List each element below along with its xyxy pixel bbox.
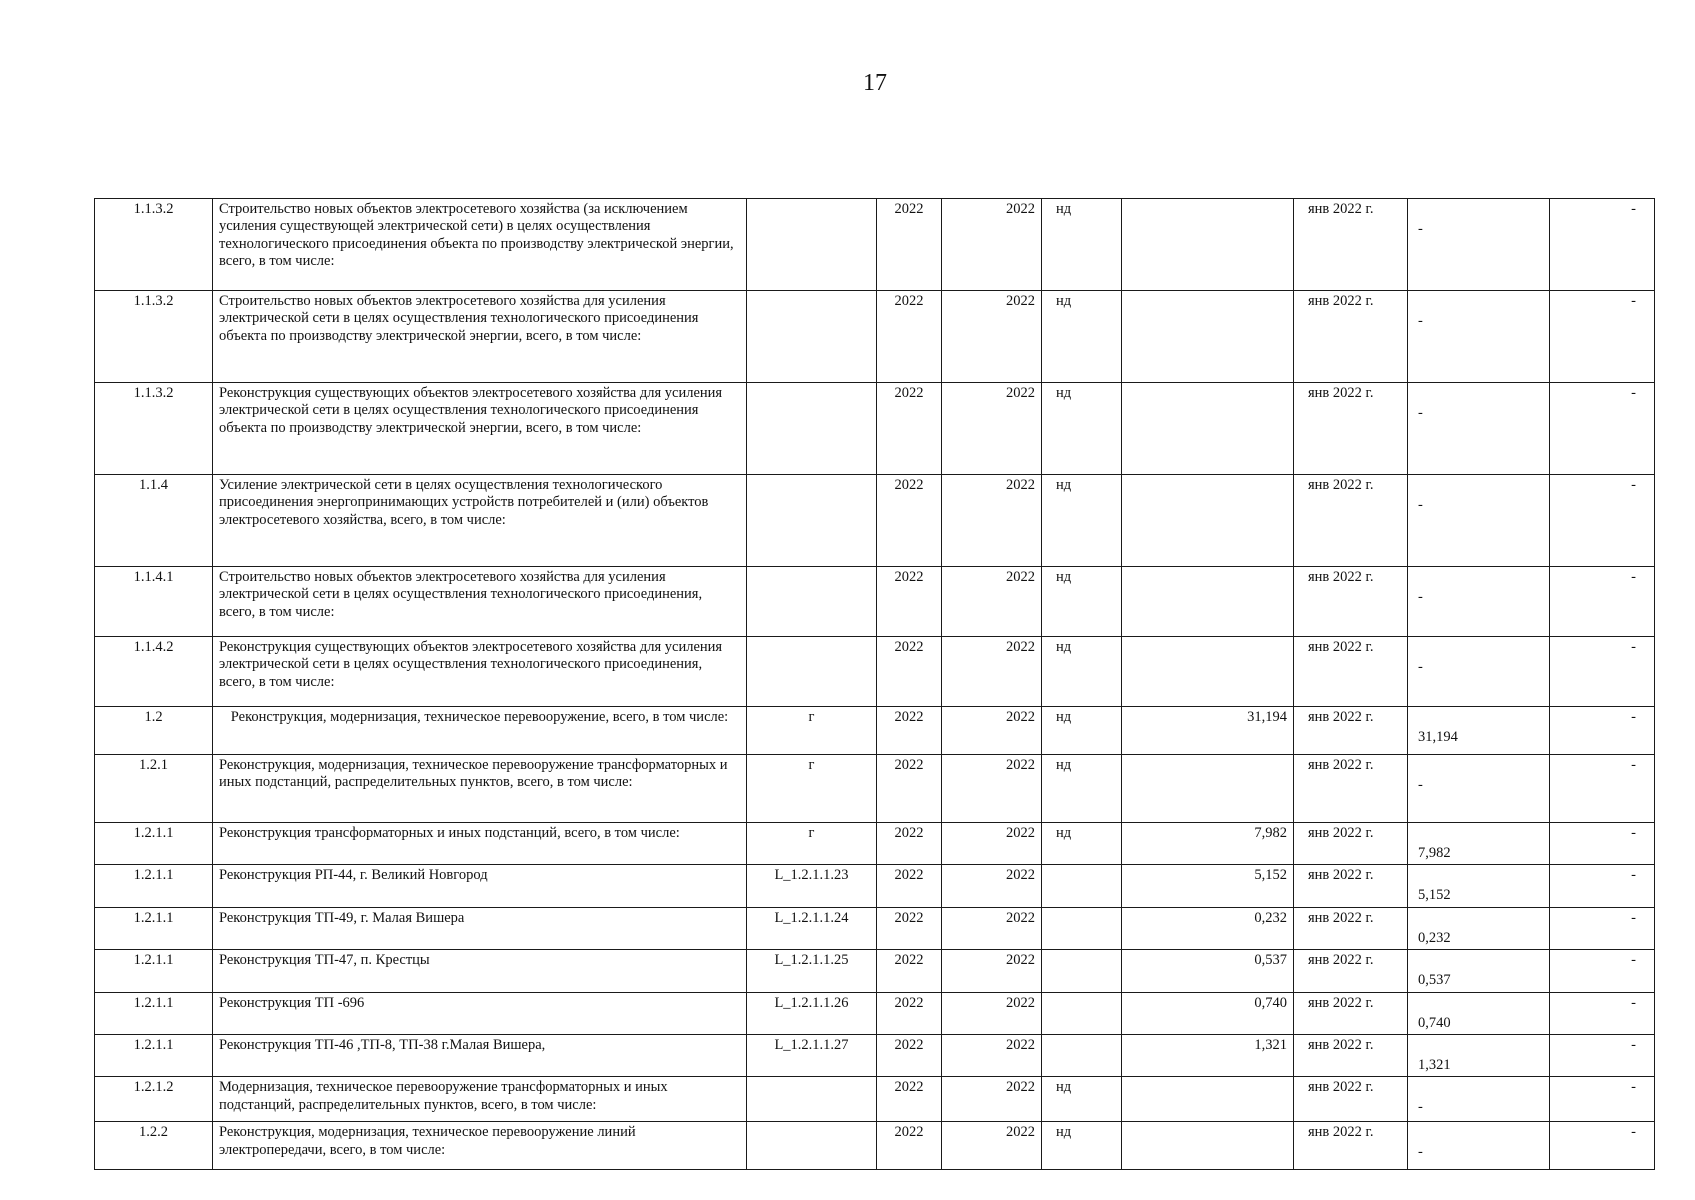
row-nd: нд (1042, 383, 1122, 475)
row-nd (1042, 950, 1122, 992)
row-name: Реконструкция трансформаторных и иных подстанций, всего, в том числе: (213, 823, 747, 865)
row-code: L_1.2.1.1.25 (747, 950, 877, 992)
row-number: 1.2.2 (95, 1122, 213, 1170)
row-date: янв 2022 г. (1294, 637, 1408, 707)
row-nd: нд (1042, 755, 1122, 823)
page-number: 17 (863, 70, 887, 96)
table-row (95, 567, 1655, 637)
row-name: Реконструкция ТП-47, п. Крестцы (213, 950, 747, 992)
row-number: 1.2.1.1 (95, 865, 213, 907)
table-row (95, 755, 1655, 823)
row-nd: нд (1042, 567, 1122, 637)
row-year-end: 2022 (942, 567, 1042, 637)
row-value (1122, 567, 1294, 637)
row-nd (1042, 992, 1122, 1034)
row-number: 1.1.3.2 (95, 383, 213, 475)
row-year-end: 2022 (942, 637, 1042, 707)
row-date: янв 2022 г. (1294, 1077, 1408, 1122)
row-value3: - (1550, 755, 1655, 823)
table-row (95, 823, 1655, 865)
table-row (95, 383, 1655, 475)
table-row (95, 907, 1655, 949)
row-code (747, 199, 877, 291)
row-code (747, 1077, 877, 1122)
row-year-end: 2022 (942, 475, 1042, 567)
row-nd: нд (1042, 291, 1122, 383)
table-row (95, 950, 1655, 992)
row-number: 1.2.1.1 (95, 992, 213, 1034)
row-name: Реконструкция ТП -696 (213, 992, 747, 1034)
row-nd (1042, 865, 1122, 907)
table-row (95, 1122, 1655, 1170)
row-value3: - (1550, 1122, 1655, 1170)
row-year-start: 2022 (877, 637, 942, 707)
row-nd (1042, 1034, 1122, 1076)
row-year-start: 2022 (877, 475, 942, 567)
row-value3: - (1550, 865, 1655, 907)
row-value2: 31,194 (1408, 707, 1550, 755)
row-value3: - (1550, 291, 1655, 383)
row-year-end: 2022 (942, 383, 1042, 475)
row-year-end: 2022 (942, 707, 1042, 755)
row-value (1122, 1077, 1294, 1122)
row-year-end: 2022 (942, 823, 1042, 865)
row-value: 0,740 (1122, 992, 1294, 1034)
row-code: L_1.2.1.1.26 (747, 992, 877, 1034)
row-value3: - (1550, 1077, 1655, 1122)
row-name: Усиление электрической сети в целях осуществления технологического присоединения энергопринимающих устройств потребителей и (или) объектов электросетевого хозяйства, всего, в том числе: (213, 475, 747, 567)
row-year-end: 2022 (942, 199, 1042, 291)
investment-table-wrapper (94, 198, 1654, 1170)
row-year-end: 2022 (942, 992, 1042, 1034)
row-nd: нд (1042, 199, 1122, 291)
row-nd: нд (1042, 475, 1122, 567)
row-nd: нд (1042, 1077, 1122, 1122)
row-name: Реконструкция, модернизация, техническое перевооружение, всего, в том числе: (213, 707, 747, 755)
row-name: Реконструкция ТП-46 ,ТП-8, ТП-38 г.Малая Вишера, (213, 1034, 747, 1076)
row-code (747, 383, 877, 475)
row-year-start: 2022 (877, 567, 942, 637)
table-row (95, 707, 1655, 755)
row-value: 0,232 (1122, 907, 1294, 949)
table-row (95, 1077, 1655, 1122)
row-code (747, 291, 877, 383)
row-name: Строительство новых объектов электросетевого хозяйства для усиления электрической сети в целях осуществления технологического присоединения, всего, в том числе: (213, 567, 747, 637)
row-code (747, 1122, 877, 1170)
row-value3: - (1550, 1034, 1655, 1076)
table-row (95, 865, 1655, 907)
row-name: Реконструкция РП-44, г. Великий Новгород (213, 865, 747, 907)
row-value (1122, 1122, 1294, 1170)
row-code: г (747, 823, 877, 865)
row-code: г (747, 755, 877, 823)
row-value3: - (1550, 823, 1655, 865)
row-year-start: 2022 (877, 1122, 942, 1170)
row-value2: - (1408, 567, 1550, 637)
row-value (1122, 475, 1294, 567)
row-date: янв 2022 г. (1294, 823, 1408, 865)
row-value2: 1,321 (1408, 1034, 1550, 1076)
row-year-start: 2022 (877, 1034, 942, 1076)
row-year-end: 2022 (942, 291, 1042, 383)
row-name: Реконструкция, модернизация, техническое перевооружение линий электропередачи, всего, в том числе: (213, 1122, 747, 1170)
row-number: 1.2.1.1 (95, 1034, 213, 1076)
row-value2: - (1408, 637, 1550, 707)
row-value3: - (1550, 637, 1655, 707)
row-nd: нд (1042, 823, 1122, 865)
row-code: L_1.2.1.1.23 (747, 865, 877, 907)
row-date: янв 2022 г. (1294, 1122, 1408, 1170)
row-year-end: 2022 (942, 950, 1042, 992)
row-date: янв 2022 г. (1294, 865, 1408, 907)
row-value2: - (1408, 755, 1550, 823)
row-value3: - (1550, 907, 1655, 949)
row-value: 1,321 (1122, 1034, 1294, 1076)
row-number: 1.2.1.1 (95, 950, 213, 992)
row-value2: 0,232 (1408, 907, 1550, 949)
row-year-start: 2022 (877, 865, 942, 907)
row-year-end: 2022 (942, 1077, 1042, 1122)
row-year-end: 2022 (942, 907, 1042, 949)
row-date: янв 2022 г. (1294, 992, 1408, 1034)
row-value2: - (1408, 1122, 1550, 1170)
row-number: 1.2 (95, 707, 213, 755)
row-value3: - (1550, 992, 1655, 1034)
row-year-end: 2022 (942, 865, 1042, 907)
table-row (95, 199, 1655, 291)
row-date: янв 2022 г. (1294, 755, 1408, 823)
row-year-start: 2022 (877, 1077, 942, 1122)
row-year-start: 2022 (877, 992, 942, 1034)
row-year-end: 2022 (942, 1034, 1042, 1076)
row-year-start: 2022 (877, 383, 942, 475)
row-number: 1.2.1.1 (95, 907, 213, 949)
row-name: Строительство новых объектов электросетевого хозяйства (за исключением усиления существующей электрической сети) в целях осуществления технологического присоединения объекта по производству электрической энергии, всего, в том числе: (213, 199, 747, 291)
row-year-start: 2022 (877, 950, 942, 992)
row-year-start: 2022 (877, 907, 942, 949)
row-value3: - (1550, 707, 1655, 755)
row-date: янв 2022 г. (1294, 707, 1408, 755)
row-code: L_1.2.1.1.27 (747, 1034, 877, 1076)
row-date: янв 2022 г. (1294, 383, 1408, 475)
row-name: Модернизация, техническое перевооружение трансформаторных и иных подстанций, распределительных пунктов, всего, в том числе: (213, 1077, 747, 1122)
row-year-start: 2022 (877, 199, 942, 291)
row-nd: нд (1042, 707, 1122, 755)
row-value3: - (1550, 567, 1655, 637)
row-number: 1.1.4 (95, 475, 213, 567)
row-name: Реконструкция, модернизация, техническое перевооружение трансформаторных и иных подстанций, распределительных пунктов, всего, в том числе: (213, 755, 747, 823)
row-date: янв 2022 г. (1294, 475, 1408, 567)
row-value2: - (1408, 199, 1550, 291)
table-row (95, 1034, 1655, 1076)
row-year-start: 2022 (877, 707, 942, 755)
row-value3: - (1550, 475, 1655, 567)
row-value3: - (1550, 950, 1655, 992)
row-nd: нд (1042, 1122, 1122, 1170)
row-date: янв 2022 г. (1294, 907, 1408, 949)
row-nd: нд (1042, 637, 1122, 707)
row-value2: - (1408, 475, 1550, 567)
row-number: 1.1.4.1 (95, 567, 213, 637)
row-date: янв 2022 г. (1294, 199, 1408, 291)
row-value (1122, 199, 1294, 291)
row-date: янв 2022 г. (1294, 291, 1408, 383)
table-body (95, 199, 1655, 1170)
row-value2: 0,537 (1408, 950, 1550, 992)
row-year-start: 2022 (877, 823, 942, 865)
row-value2: 5,152 (1408, 865, 1550, 907)
row-name: Реконструкция существующих объектов электросетевого хозяйства для усиления электрической сети в целях осуществления технологического присоединения, всего, в том числе: (213, 637, 747, 707)
row-value (1122, 291, 1294, 383)
row-year-start: 2022 (877, 755, 942, 823)
row-number: 1.1.4.2 (95, 637, 213, 707)
row-value3: - (1550, 383, 1655, 475)
row-value: 7,982 (1122, 823, 1294, 865)
table-row (95, 637, 1655, 707)
row-value: 0,537 (1122, 950, 1294, 992)
row-code: г (747, 707, 877, 755)
row-value2: 7,982 (1408, 823, 1550, 865)
row-date: янв 2022 г. (1294, 1034, 1408, 1076)
row-value: 5,152 (1122, 865, 1294, 907)
row-number: 1.2.1.2 (95, 1077, 213, 1122)
row-number: 1.1.3.2 (95, 199, 213, 291)
row-value (1122, 383, 1294, 475)
table-row (95, 291, 1655, 383)
row-code: L_1.2.1.1.24 (747, 907, 877, 949)
row-number: 1.1.3.2 (95, 291, 213, 383)
row-name: Реконструкция ТП-49, г. Малая Вишера (213, 907, 747, 949)
row-value2: - (1408, 383, 1550, 475)
row-number: 1.2.1.1 (95, 823, 213, 865)
row-value3: - (1550, 199, 1655, 291)
row-date: янв 2022 г. (1294, 567, 1408, 637)
row-code (747, 567, 877, 637)
row-value: 31,194 (1122, 707, 1294, 755)
row-value2: - (1408, 291, 1550, 383)
row-number: 1.2.1 (95, 755, 213, 823)
row-code (747, 475, 877, 567)
row-year-end: 2022 (942, 755, 1042, 823)
row-value (1122, 755, 1294, 823)
investment-program-table (94, 198, 1655, 1170)
row-name: Реконструкция существующих объектов электросетевого хозяйства для усиления электрической сети в целях осуществления технологического присоединения объекта по производству электрической энергии, всего, в том числе: (213, 383, 747, 475)
row-date: янв 2022 г. (1294, 950, 1408, 992)
table-row (95, 992, 1655, 1034)
row-name: Строительство новых объектов электросетевого хозяйства для усиления электрической сети в целях осуществления технологического присоединения объекта по производству электрической энергии, всего, в том числе: (213, 291, 747, 383)
row-year-start: 2022 (877, 291, 942, 383)
row-nd (1042, 907, 1122, 949)
row-value2: 0,740 (1408, 992, 1550, 1034)
row-year-end: 2022 (942, 1122, 1042, 1170)
row-code (747, 637, 877, 707)
row-value (1122, 637, 1294, 707)
table-row (95, 475, 1655, 567)
row-value2: - (1408, 1077, 1550, 1122)
